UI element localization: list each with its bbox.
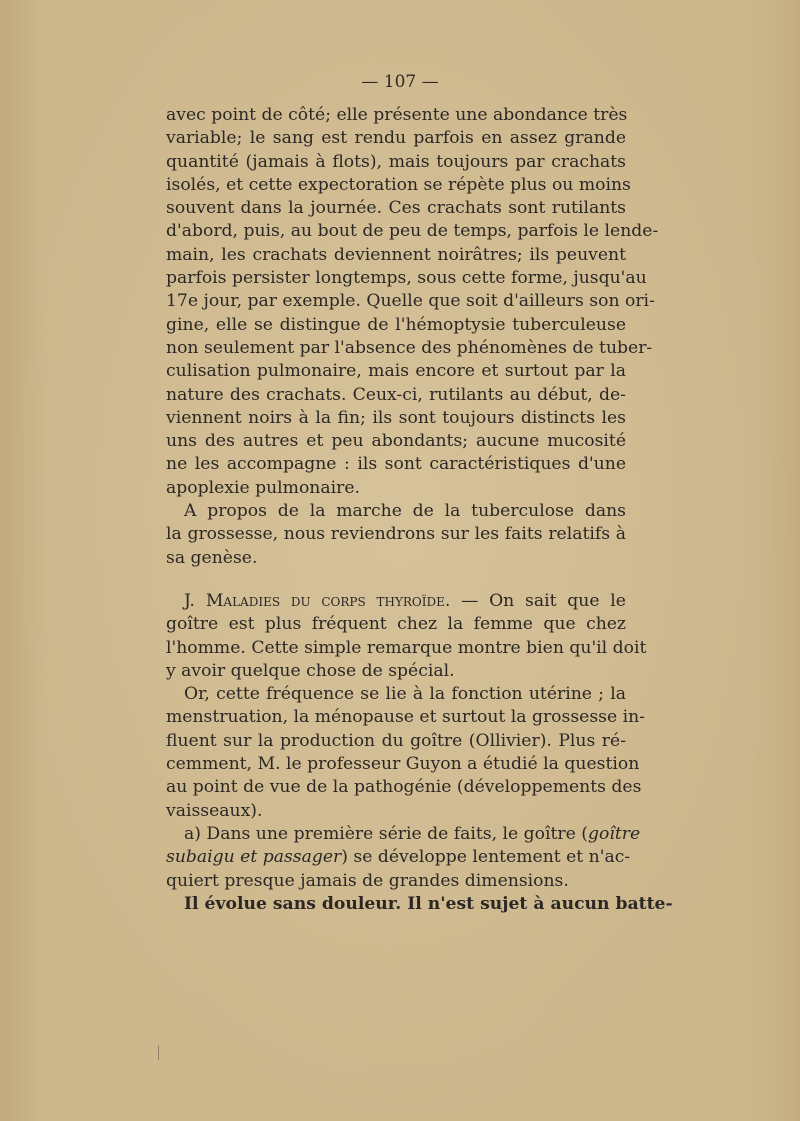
text-line: quantité (jamais à flots), mais toujours par crachats [166,151,626,172]
page-body [166,104,673,916]
text-line: uns des autres et peu abondants; aucune mucosité [166,431,626,452]
text-line: avec point de côté; elle présente une abondance très [166,105,628,125]
text-line: main, les crachats deviennent noirâtres; ils peuvent [166,244,626,265]
text-line: l'homme. Cette simple remarque montre bien qu'il doit [166,637,647,658]
section-heading-line [166,590,626,613]
text-line: ne les accompagne : ils sont caractéristiques d'une [166,454,626,475]
text-line: d'abord, puis, au bout de peu de temps, parfois le lende- [166,221,659,242]
text-line: non seulement par l'absence des phénomènes de tuber- [166,337,653,358]
text-line: culisation pulmonaire, mais encore et surtout par la [166,361,626,382]
section-title: Maladies du corps thyroïde. [205,590,451,611]
text-line: isolés, et cette expectoration se répète plus ou moins [166,174,631,195]
paragraph-a-line [166,846,631,869]
text-line: quiert presque jamais de grandes dimensions. [166,870,569,891]
text-line: A propos de la marche de la tuberculose dans [184,501,626,522]
paper-mark [158,1046,159,1060]
text-line: au point de vue de la pathogénie (développements des [166,777,642,798]
text-line: Il évolue sans douleur. Il n'est sujet à aucun batte- [184,893,673,914]
text-line: 17e jour, par exemple. Quelle que soit d'ailleurs son ori- [166,291,655,312]
paragraph-a-italic-2: subaigu et passager [166,847,342,868]
text-line: souvent dans la journée. Ces crachats sont rutilants [166,198,626,219]
text-line: menstruation, la ménopause et surtout la grossesse in- [166,707,645,728]
text-line: gine, elle se distingue de l'hémoptysie tuberculeuse [166,314,626,335]
section-gap [166,570,626,590]
text-line: vaisseaux). [166,800,263,821]
text-line: viennent noirs à la fin; ils sont toujours distincts les [166,407,626,428]
text-line: Or, cette fréquence se lie à la fonction utérine ; la [184,684,626,705]
paragraph-a-rest: ) se développe lentement et n'ac- [341,847,631,868]
text-line: nature des crachats. Ceux-ci, rutilants au début, de- [166,384,626,405]
text-line: y avoir quelque chose de spécial. [166,660,455,681]
text-line: fluent sur la production du goître (Ollivier). Plus ré- [166,730,626,751]
text-line: la grossesse, nous reviendrons sur les faits relatifs à [166,524,626,545]
text-line: sa genèse. [166,547,258,568]
paragraph-a-italic: goître [587,823,641,844]
section-heading-continuation: — On sait que le [450,590,626,611]
paragraph-a-line [166,823,641,846]
text-line: apoplexie pulmonaire. [166,477,360,498]
page-number: — 107 — [361,72,439,92]
text-line: goître est plus fréquent chez la femme que chez [166,614,626,635]
section-label: J. [184,590,196,611]
text-line: cemment, M. le professeur Guyon a étudié la question [166,754,640,775]
text-line: parfois persister longtemps, sous cette forme, jusqu'au [166,268,647,289]
paragraph-a-start: a) Dans une première série de faits, le goître ( [184,823,588,844]
text-line: variable; le sang est rendu parfois en assez grande [166,128,626,149]
